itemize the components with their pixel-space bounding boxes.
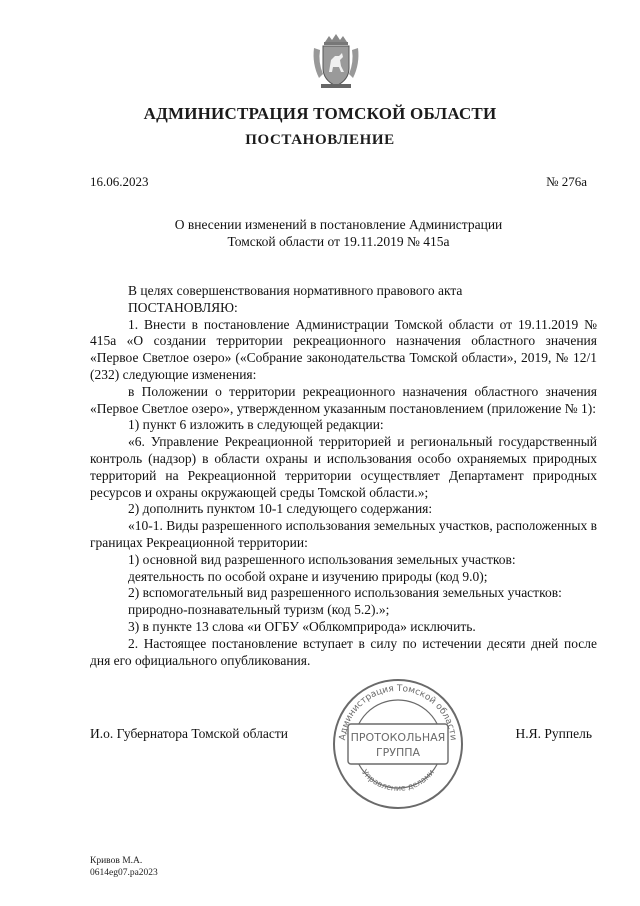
body-paragraph: В целях совершенствования нормативного правового акта — [128, 283, 463, 298]
stamp-bottom-text-path: Управление делами — [360, 767, 436, 793]
document-type-title: ПОСТАНОВЛЕНИЕ — [245, 132, 395, 148]
body-paragraph: деятельность по особой охране и изучению природы (код 9.0); — [128, 568, 488, 584]
body-paragraph: 1) пункт 6 изложить в следующей редакции: — [128, 417, 384, 433]
footer-block — [90, 855, 158, 879]
body-paragraph: 1. Внести в постановление Администрации Томской области от 19.11.2019 № 415а «О создании территории рекреационного назначения областного значения «Первое Светлое озеро» («Собрание законодательства Томской области», 2019, № 12/1 (232) следующие изменения: — [90, 316, 597, 382]
tomsk-region-coat-of-arms-icon — [311, 34, 361, 90]
stamp-bottom-text — [360, 768, 436, 793]
body-paragraph: 2) дополнить пунктом 10-1 следующего содержания: — [128, 501, 433, 517]
body-paragraph: природно-познавательный туризм (код 5.2).»; — [128, 602, 390, 618]
subject-line: Томской области от 19.11.2019 № 415а — [227, 234, 450, 249]
stamp-inner-line: ПРОТОКОЛЬНАЯ — [350, 731, 446, 744]
body-paragraph: 3) в пункте 13 слова «и ОГБУ «Облкомприрода» исключить. — [128, 618, 476, 634]
body-paragraph: 1) основной вид разрешенного использования земельных участков: — [128, 551, 516, 567]
stamp-outer-text-path: Администрация Томской области — [338, 683, 458, 742]
organization-title: АДМИНИСТРАЦИЯ ТОМСКОЙ ОБЛАСТИ — [143, 104, 497, 123]
body-paragraph: «6. Управление Рекреационной территорией и региональный государственный контроль (надзор) в области охраны и использования особо охраняемых природных территорий на Рекреационной территории осуществляет Департамент природных ресурсов и охраны окружающей среды Томской области.»; — [90, 434, 597, 500]
body-paragraph: «10-1. Виды разрешенного использования земельных участков, расположенных в границах Рекреационной территории: — [90, 518, 597, 550]
body-paragraph: в Положении о территории рекреационного назначения областного значения «Первое Светлое озеро», утвержденном указанным постановлением (приложение № 1): — [90, 383, 597, 416]
footer-code: 0614eg07.ра2023 — [90, 868, 158, 878]
document-subject — [90, 216, 587, 250]
document-body — [90, 283, 597, 669]
footer-author: Кривов М.А. — [90, 856, 143, 866]
body-paragraph: ПОСТАНОВЛЯЮ: — [128, 299, 238, 315]
body-paragraph: 2. Настоящее постановление вступает в силу по истечении десяти дней после дня его официального опубликования. — [90, 635, 597, 668]
official-stamp — [331, 677, 465, 811]
signatory-position: И.о. Губернатора Томской области — [90, 726, 288, 741]
stamp-inner-line: ГРУППА — [375, 746, 421, 759]
document-date: 16.06.2023 — [90, 174, 149, 189]
body-paragraph: 2) вспомогательный вид разрешенного использования земельных участков: — [128, 585, 562, 601]
subject-line: О внесении изменений в постановление Администрации — [174, 217, 503, 232]
signatory-name: Н.Я. Руппель — [515, 726, 592, 741]
document-number: № 276а — [546, 174, 587, 189]
